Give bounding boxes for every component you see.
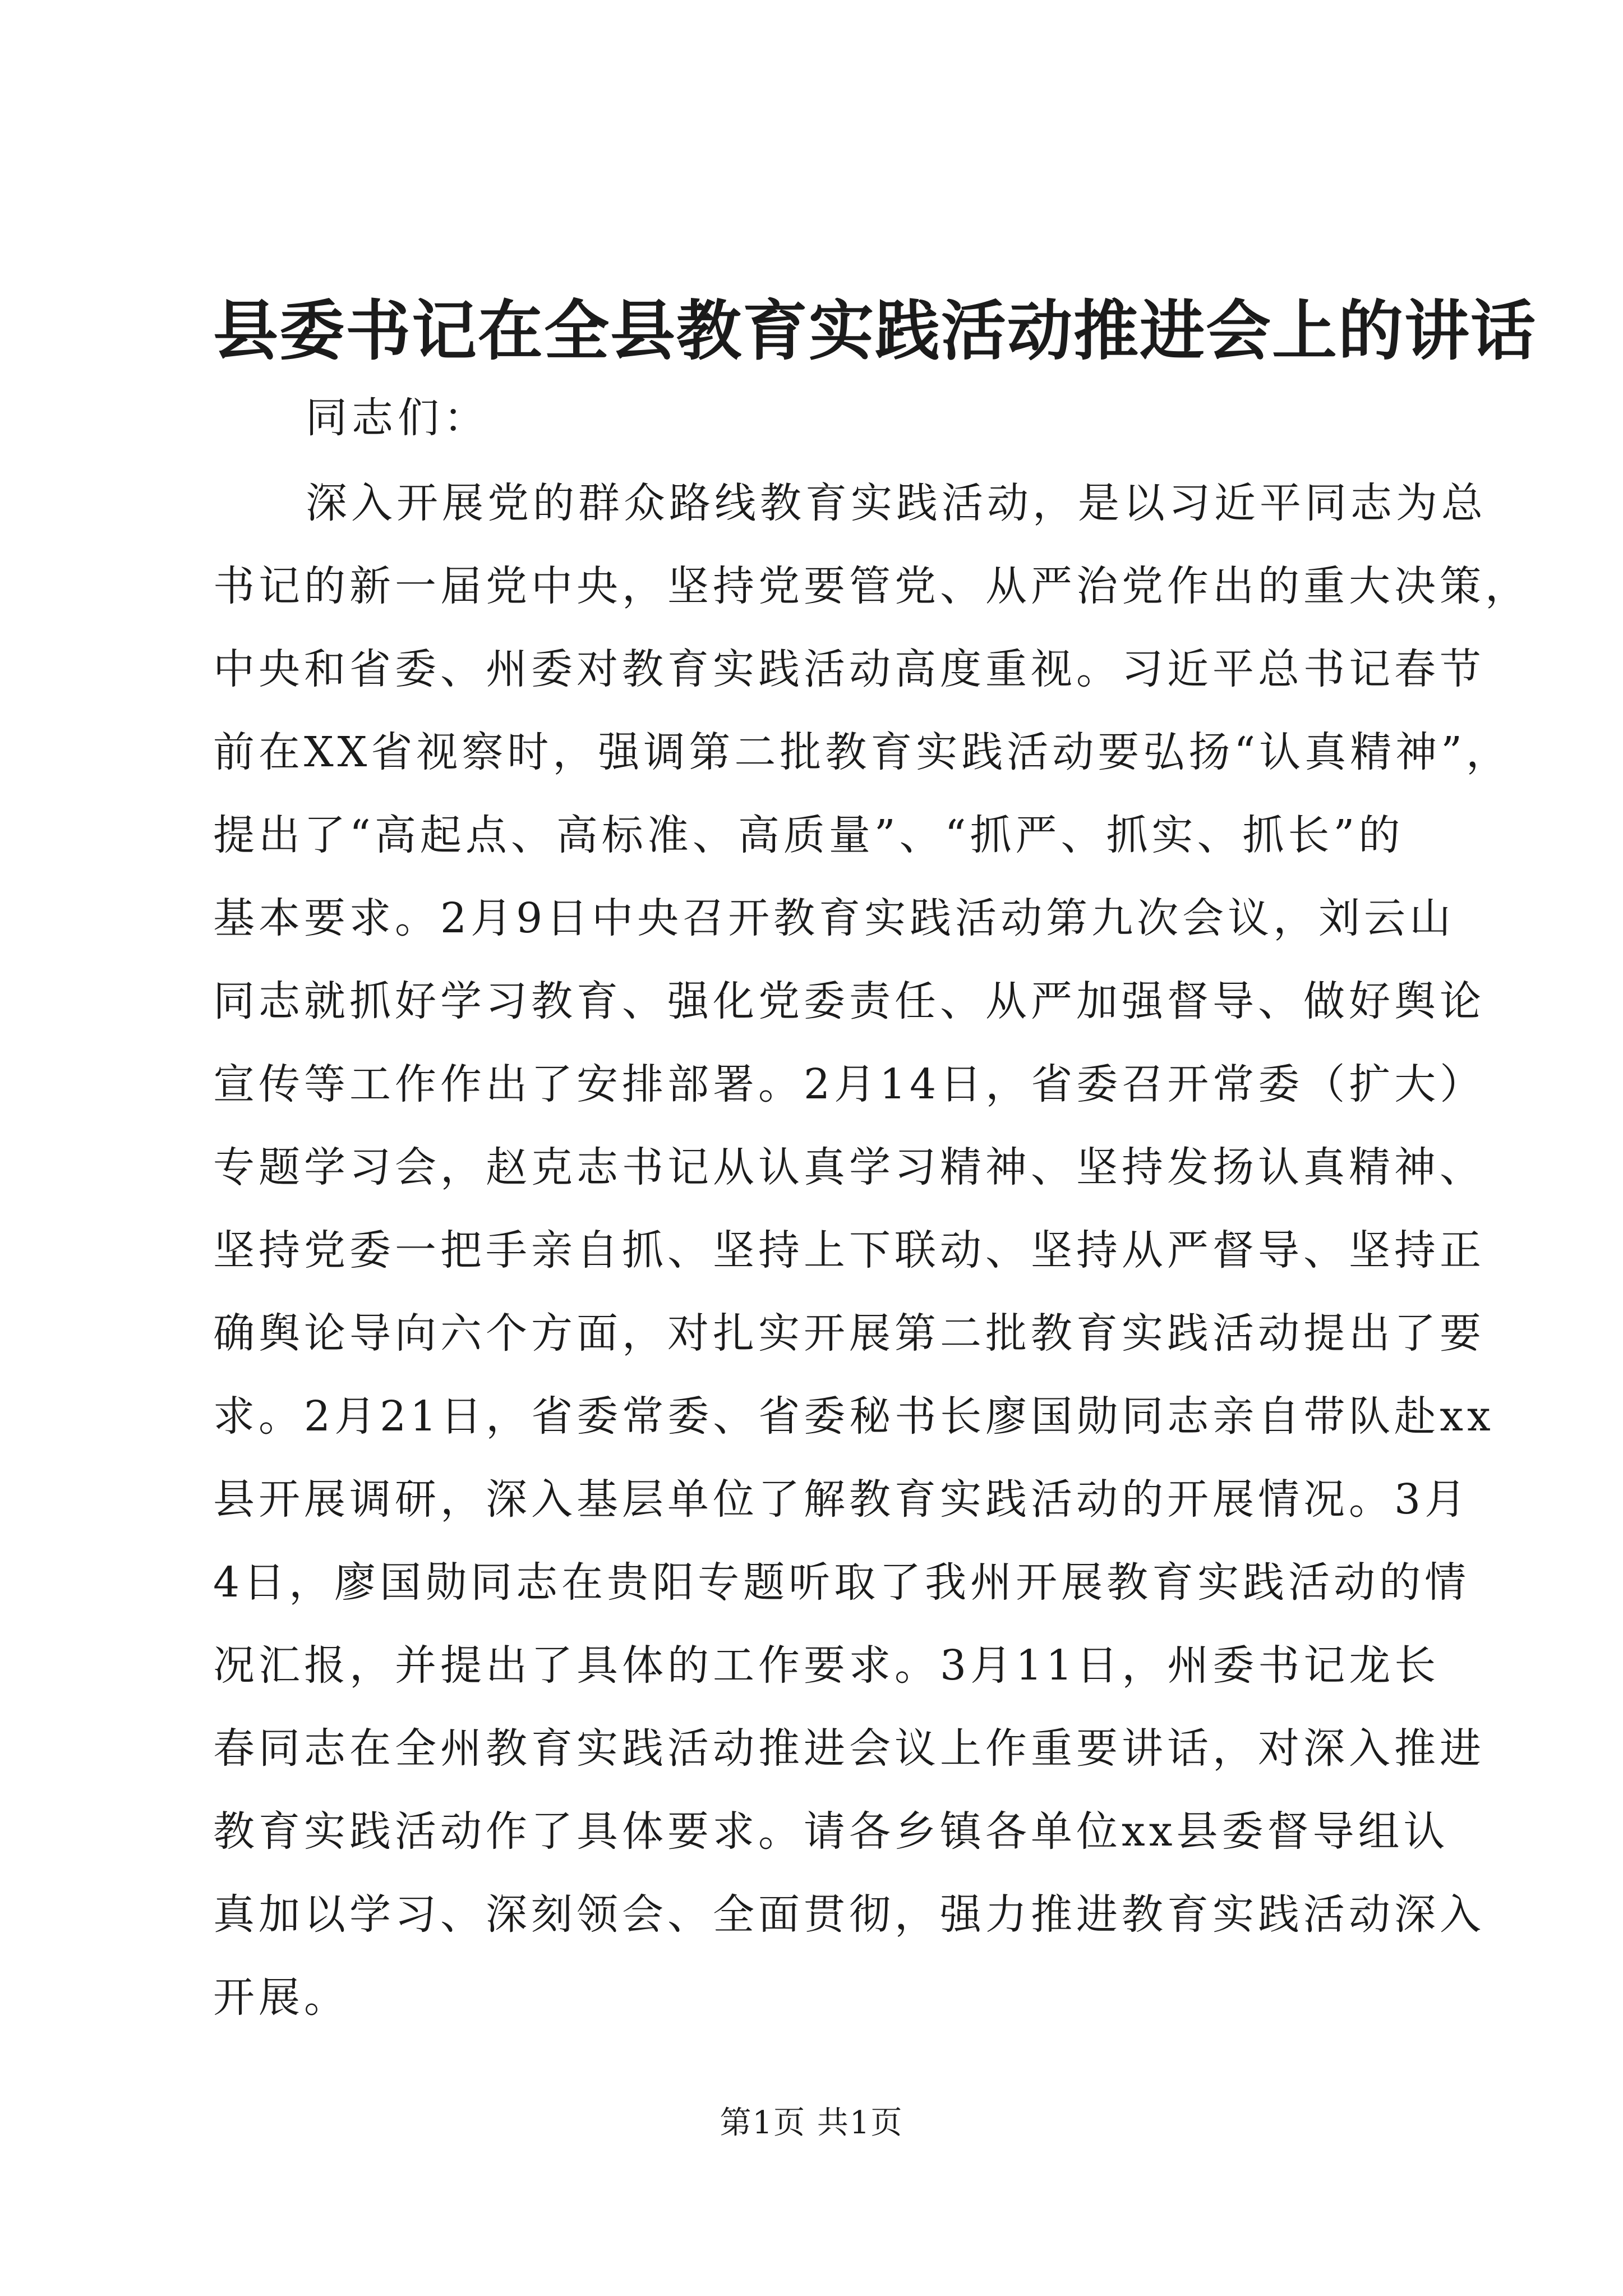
body-line: 真加以学习、深刻领会、全面贯彻，强力推进教育实践活动深入 [213, 1890, 1485, 1939]
body-line: 教育实践活动作了具体要求。请各乡镇各单位xx县委督导组认 [213, 1807, 1449, 1856]
body-line: 书记的新一届党中央，坚持党要管党、从严治党作出的重大决策， [213, 562, 1530, 610]
body-line: 县开展调研，深入基层单位了解教育实践活动的开展情况。3月 [213, 1475, 1470, 1524]
body-line: 深入开展党的群众路线教育实践活动，是以习近平同志为总 [306, 479, 1487, 527]
body-line: 专题学习会，赵克志书记从认真学习精神、坚持发扬认真精神、 [213, 1143, 1485, 1191]
body-line: 确舆论导向六个方面，对扎实开展第二批教育实践活动提出了要 [213, 1309, 1485, 1358]
body-line: 宣传等工作作出了安排部署。2月14日，省委召开常委（扩大） [213, 1060, 1486, 1108]
body-line: 开展。 [213, 1973, 349, 2022]
body-paragraph [213, 462, 1530, 2039]
body-line: 况汇报，并提出了具体的工作要求。3月11日，州委书记龙长 [213, 1641, 1440, 1690]
page-number-footer: 第1页 共1页 [720, 2105, 903, 2141]
body-line: 基本要求。2月9日中央召开教育实践活动第九次会议，刘云山 [213, 894, 1455, 942]
body-line: 4日，廖国勋同志在贵阳专题听取了我州开展教育实践活动的情 [213, 1558, 1470, 1607]
body-line: 前在XX省视察时，强调第二批教育实践活动要弘扬“认真精神”， [213, 728, 1512, 776]
document-title: 县委书记在全县教育实践活动推进会上的讲话 [213, 293, 1537, 369]
body-line: 中央和省委、州委对教育实践活动高度重视。习近平总书记春节 [213, 645, 1485, 693]
body-line: 春同志在全州教育实践活动推进会议上作重要讲话，对深入推进 [213, 1724, 1485, 1773]
salutation: 同志们： [306, 394, 490, 442]
body-line: 坚持党委一把手亲自抓、坚持上下联动、坚持从严督导、坚持正 [213, 1226, 1485, 1274]
body-line: 同志就抓好学习教育、强化党委责任、从严加强督导、做好舆论 [213, 977, 1485, 1025]
body-line: 求。2月21日，省委常委、省委秘书长廖国勋同志亲自带队赴xx [213, 1392, 1495, 1441]
body-line: 提出了“高起点、高标准、高质量”、“抓严、抓实、抓长”的 [213, 811, 1404, 859]
